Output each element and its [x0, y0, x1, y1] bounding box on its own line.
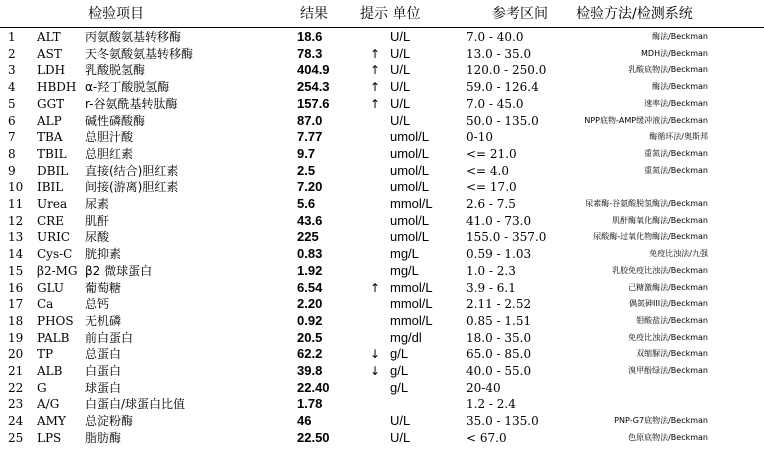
reference-range: <= 17.0 — [466, 180, 517, 195]
test-method: 乳酸底物法/Beckman — [628, 65, 708, 75]
reference-range: 120.0 - 250.0 — [466, 63, 547, 78]
test-code: TBA — [37, 130, 63, 145]
reference-range: <= 21.0 — [466, 146, 517, 161]
reference-range: 59.0 - 126.4 — [466, 80, 539, 95]
test-method: 尿酸酶-过氧化物酶法/Beckman — [593, 232, 708, 242]
table-row — [0, 246, 764, 262]
table-row — [0, 146, 764, 162]
row-number: 21 — [8, 364, 24, 378]
test-code: AMY — [37, 414, 66, 429]
test-result: 7.20 — [297, 179, 323, 195]
header-divider — [0, 27, 764, 28]
row-number: 3 — [8, 63, 16, 78]
abnormal-flag: ↑ — [370, 280, 381, 295]
test-result: 5.6 — [297, 196, 316, 211]
test-code: ALT — [37, 30, 61, 44]
test-result: 20.5 — [297, 329, 323, 345]
test-name: 总胆汁酸 — [85, 130, 134, 145]
row-number: 15 — [8, 263, 24, 278]
test-name: 尿酸 — [85, 230, 110, 245]
row-number: 16 — [8, 280, 24, 295]
test-unit: U/L — [390, 95, 411, 111]
test-name: 肌酐 — [85, 213, 110, 228]
test-result: 78.3 — [297, 45, 323, 61]
test-code: GGT — [37, 96, 65, 111]
reference-range: 7.0 - 40.0 — [466, 30, 524, 44]
table-row — [0, 179, 764, 195]
test-name: β2 微球蛋白 — [85, 263, 153, 278]
test-code: URIC — [37, 230, 71, 245]
row-number: 20 — [8, 347, 24, 362]
test-result: 9.7 — [297, 145, 316, 161]
abnormal-flag: ↑ — [370, 46, 381, 61]
test-unit: mmol/L — [390, 196, 433, 211]
test-unit: umol/L — [390, 129, 430, 145]
test-result: 46 — [297, 413, 312, 429]
table-row — [0, 263, 764, 279]
reference-range: 65.0 - 85.0 — [466, 347, 532, 362]
test-name: 球蛋白 — [85, 380, 122, 395]
test-name: 葡萄糖 — [85, 280, 122, 295]
table-row — [0, 396, 764, 412]
table-row — [0, 96, 764, 112]
test-unit: mmol/L — [390, 279, 433, 295]
test-method: 肌酐酶氧化酶法/Beckman — [612, 215, 708, 225]
test-name: 白蛋白 — [85, 364, 122, 378]
test-name: 天冬氨酸氨基转移酶 — [85, 46, 194, 61]
test-unit: mmol/L — [390, 312, 433, 328]
header-result: 结果 — [300, 6, 328, 22]
test-unit: U/L — [390, 29, 411, 44]
test-name: 总胆红素 — [85, 146, 134, 161]
reference-range: 1.2 - 2.4 — [466, 397, 516, 412]
row-number: 25 — [8, 430, 24, 445]
test-method: 免疫比浊法/Beckman — [628, 332, 708, 342]
test-unit: U/L — [390, 112, 411, 128]
reference-range: 155.0 - 357.0 — [466, 230, 547, 245]
row-number: 11 — [8, 197, 24, 211]
test-result: 254.3 — [297, 79, 330, 95]
test-method: 偶氮砷III法/Beckman — [629, 299, 708, 309]
table-row — [0, 196, 764, 212]
test-result: 87.0 — [297, 112, 323, 128]
test-code: IBIL — [37, 180, 64, 195]
reference-range: 0.85 - 1.51 — [466, 313, 532, 328]
test-result: 2.5 — [297, 162, 316, 178]
test-name: α-羟丁酸脱氢酶 — [85, 80, 170, 95]
test-result: 225 — [297, 229, 319, 245]
test-name: 丙氨酸氨基转移酶 — [85, 30, 182, 44]
test-code: G — [37, 380, 47, 395]
abnormal-flag: ↑ — [370, 63, 381, 78]
test-unit: umol/L — [390, 162, 430, 178]
test-method: 双缩脲法/Beckman — [636, 349, 708, 359]
test-name: 总钙 — [85, 297, 110, 312]
test-code: TBIL — [37, 146, 67, 161]
test-unit: g/L — [390, 379, 409, 395]
table-row — [0, 129, 764, 145]
table-row — [0, 380, 764, 396]
test-method: 己糖激酶法/Beckman — [628, 282, 708, 292]
test-code: DBIL — [37, 163, 69, 178]
test-method: 酶法/Beckman — [652, 82, 708, 92]
test-result: 6.54 — [297, 279, 323, 295]
test-unit: U/L — [390, 413, 411, 429]
reference-range: <= 4.0 — [466, 163, 510, 178]
test-name: 碱性磷酸酶 — [85, 113, 146, 128]
test-unit: mg/dl — [390, 329, 422, 345]
test-result: 1.78 — [297, 396, 323, 412]
test-method: 速率法/Beckman — [644, 98, 708, 108]
test-method: 重氮法/Beckman — [644, 148, 708, 158]
test-name: 白蛋白/球蛋白比值 — [85, 397, 186, 412]
test-unit: umol/L — [390, 212, 430, 228]
test-code: A/G — [37, 397, 60, 412]
row-number: 18 — [8, 313, 24, 328]
test-unit: umol/L — [390, 179, 430, 195]
reference-range: 35.0 - 135.0 — [466, 414, 539, 429]
test-method: 酶法/Beckman — [652, 32, 708, 41]
test-code: HBDH — [37, 80, 77, 95]
row-number: 8 — [8, 146, 16, 161]
reference-range: < 67.0 — [466, 430, 507, 445]
test-unit: umol/L — [390, 229, 430, 245]
header-method: 检验方法/检测系统 — [576, 6, 693, 22]
table-row — [0, 163, 764, 179]
test-code: ALP — [37, 113, 62, 128]
table-row — [0, 430, 764, 446]
test-code: GLU — [37, 280, 65, 295]
abnormal-flag: ↓ — [370, 347, 381, 362]
row-number: 4 — [8, 80, 16, 95]
table-row — [0, 313, 764, 329]
test-unit: umol/L — [390, 145, 430, 161]
test-unit: U/L — [390, 79, 411, 95]
test-unit: mg/L — [390, 262, 419, 278]
test-method: 重氮法/Beckman — [644, 165, 708, 175]
row-number: 5 — [8, 96, 16, 111]
row-number: 9 — [8, 163, 16, 178]
reference-range: 2.11 - 2.52 — [466, 297, 532, 312]
test-result: 2.20 — [297, 296, 323, 312]
row-number: 24 — [8, 414, 24, 429]
test-code: CRE — [37, 213, 64, 228]
row-number: 1 — [8, 30, 16, 44]
test-result: 1.92 — [297, 262, 323, 278]
test-code: PHOS — [37, 313, 74, 328]
test-code: Urea — [37, 197, 68, 211]
test-method: 尿素酶-谷氨酸脱氢酶法/Beckman — [585, 199, 708, 208]
row-number: 22 — [8, 380, 24, 395]
row-number: 2 — [8, 46, 16, 61]
header-item: 检验项目 — [88, 6, 144, 22]
test-method: 酶循环法/奥斯邦 — [649, 132, 708, 142]
test-method: 色原底物法/Beckman — [628, 432, 708, 442]
test-name: 尿素 — [85, 197, 110, 211]
abnormal-flag: ↓ — [370, 364, 381, 378]
test-name: 脂肪酶 — [85, 430, 122, 445]
test-result: 43.6 — [297, 212, 323, 228]
abnormal-flag: ↑ — [370, 80, 381, 95]
table-row — [0, 346, 764, 362]
test-unit: U/L — [390, 62, 411, 78]
header-flag-unit: 提示 单位 — [360, 6, 421, 22]
table-row — [0, 79, 764, 95]
test-unit: U/L — [390, 429, 411, 445]
reference-range: 18.0 - 35.0 — [466, 330, 532, 345]
table-row — [0, 62, 764, 78]
test-code: β2-MG — [37, 263, 78, 278]
table-row — [0, 363, 764, 379]
test-method: NPP底物-AMP缓冲液法/Beckman — [584, 115, 708, 125]
reference-range: 0-10 — [466, 130, 493, 145]
test-code: Ca — [37, 297, 54, 312]
reference-range: 3.9 - 6.1 — [466, 280, 516, 295]
table-row — [0, 229, 764, 245]
test-name: 总蛋白 — [85, 347, 122, 362]
reference-range: 41.0 - 73.0 — [466, 213, 532, 228]
table-row — [0, 213, 764, 229]
reference-range: 13.0 - 35.0 — [466, 46, 532, 61]
table-row — [0, 46, 764, 62]
test-name: 胱抑素 — [85, 247, 122, 262]
row-number: 6 — [8, 113, 16, 128]
reference-range: 7.0 - 45.0 — [466, 96, 524, 111]
row-number: 17 — [8, 297, 24, 312]
test-name: 前白蛋白 — [85, 330, 134, 345]
test-unit: mg/L — [390, 246, 419, 262]
test-unit: g/L — [390, 363, 409, 378]
test-result: 0.83 — [297, 246, 323, 262]
test-code: Cys-C — [37, 247, 73, 262]
test-code: PALB — [37, 330, 70, 345]
test-code: AST — [37, 46, 62, 61]
row-number: 10 — [8, 180, 24, 195]
test-result: 39.8 — [297, 363, 323, 378]
test-result: 22.50 — [297, 429, 330, 445]
test-unit: U/L — [390, 45, 411, 61]
table-row — [0, 113, 764, 129]
header-reference: 参考区间 — [492, 6, 548, 22]
test-code: TP — [37, 347, 54, 362]
test-name: 乳酸脱氢酶 — [85, 63, 146, 78]
test-name: 间接(游离)胆红素 — [85, 180, 179, 195]
test-result: 404.9 — [297, 62, 330, 78]
row-number: 13 — [8, 230, 24, 245]
test-result: 0.92 — [297, 312, 323, 328]
test-name: r-谷氨酰基转肽酶 — [85, 96, 178, 111]
table-row — [0, 280, 764, 296]
test-result: 62.2 — [297, 346, 323, 362]
row-number: 12 — [8, 213, 24, 228]
test-method: 溴甲酚绿法/Beckman — [628, 366, 708, 375]
test-method: 乳胶免疫比浊法/Beckman — [612, 265, 708, 275]
reference-range: 2.6 - 7.5 — [466, 197, 516, 211]
table-row — [0, 29, 764, 45]
test-method: PNP-G7底物法/Beckman — [614, 416, 708, 426]
test-result: 157.6 — [297, 95, 330, 111]
row-number: 7 — [8, 130, 16, 145]
table-row — [0, 296, 764, 312]
test-name: 直接(结合)胆红素 — [85, 163, 179, 178]
test-name: 无机磷 — [85, 313, 122, 328]
test-method: 免疫比浊法/九强 — [649, 249, 708, 259]
test-result: 7.77 — [297, 129, 323, 145]
reference-range: 50.0 - 135.0 — [466, 113, 539, 128]
reference-range: 20-40 — [466, 380, 501, 395]
test-result: 22.40 — [297, 379, 330, 395]
test-code: LDH — [37, 63, 66, 78]
table-row — [0, 330, 764, 346]
test-code: ALB — [37, 364, 63, 378]
test-unit: mmol/L — [390, 296, 433, 312]
table-row — [0, 413, 764, 429]
row-number: 23 — [8, 397, 24, 412]
test-name: 总淀粉酶 — [85, 414, 134, 429]
test-method: MDH法/Beckman — [641, 48, 708, 58]
test-method: 钼酸盐法/Beckman — [636, 315, 708, 325]
test-result: 18.6 — [297, 29, 323, 44]
test-unit: g/L — [390, 346, 409, 362]
reference-range: 1.0 - 2.3 — [466, 263, 516, 278]
row-number: 14 — [8, 247, 24, 262]
test-code: LPS — [37, 430, 62, 445]
reference-range: 40.0 - 55.0 — [466, 364, 532, 378]
reference-range: 0.59 - 1.03 — [466, 247, 532, 262]
row-number: 19 — [8, 330, 24, 345]
abnormal-flag: ↑ — [370, 96, 381, 111]
